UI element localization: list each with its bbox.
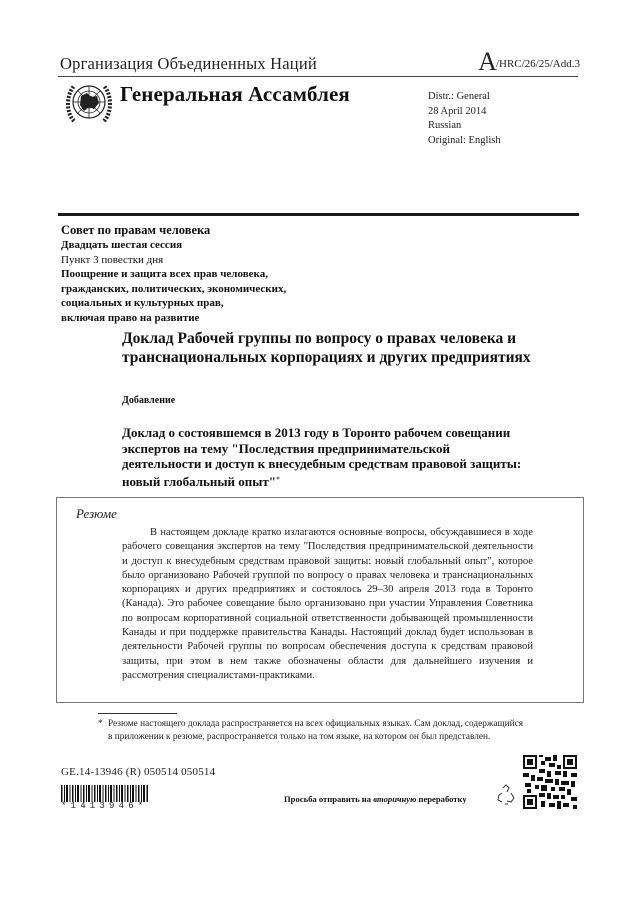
- symbol-rest: /HRC/26/25/Add.3: [495, 58, 580, 70]
- document-symbol: [478, 47, 580, 76]
- agenda-title-line: гражданских, политических, экономических,: [61, 282, 287, 295]
- report-title: Доклад Рабочей группы по вопросу о правах человека и транснациональных корпорациях и других предприятиях: [122, 330, 531, 366]
- section-rule: [58, 213, 579, 216]
- footnote: [98, 718, 528, 744]
- recycle-notice: Просьба отправить на вторичную переработку: [284, 794, 467, 804]
- recycle-icon: [496, 784, 516, 806]
- agenda-item: Пункт 3 повестки дня: [61, 253, 164, 266]
- summary-paragraph: В настоящем докладе кратко излагаются основные вопросы, обсуждавшиеся в ходе рабочего совещания экспертов на тему "Последствия предпринимательской деятельности и доступ к внесудебным средствам правовой защиты: новый глобальный опыт", которое было организовано Рабочей группой по вопросу о правах человека и транснациональных корпорациях и других предприятиях и состоялось 29–30 апреля 2013 года в Торонто (Канада). Это рабочее совещание было организовано при участии Управления Советника по вопросам корпоративной социальной ответственности добывающей промышленности Канады и при поддержке правительства Канады. Настоящий доклад будет использован в деятельности Рабочей группы по вопросам обеспечения доступа к средствам правовой защиты, при этом в нем также обозначены области для дальнейшего изучения и рассмотрения специалистами-практиками.: [122, 527, 533, 681]
- organization-name: Организация Объединенных Наций: [60, 54, 317, 73]
- barcode-number: *1413946*: [61, 801, 148, 811]
- footnote-asterisk: *: [98, 719, 103, 729]
- barcode-icon: [61, 785, 149, 802]
- footnote-rule: [98, 713, 177, 714]
- agenda-title-line: Поощрение и защита всех прав человека,: [61, 268, 268, 280]
- un-emblem-icon: [64, 81, 114, 125]
- summary-label: Резюме: [76, 506, 117, 521]
- summary-text: [122, 526, 533, 683]
- footnote-mark[interactable]: *: [276, 474, 281, 484]
- job-number: GE.14-13946 (R) 050514 050514: [61, 766, 216, 778]
- report-subtitle-text: Доклад о состоявшемся в 2013 году в Торонто рабочем совещании экспертов на тему "Последствия предпринимательской деятельности и доступ к внесудебным средствам правовой защиты: новый глобальный опыт": [122, 425, 522, 489]
- distribution-info: [428, 90, 501, 148]
- addendum-label: Добавление: [122, 395, 176, 406]
- distr-label: Distr.: General: [428, 91, 490, 102]
- header-rule: [58, 76, 578, 77]
- symbol-prefix: A: [478, 47, 496, 76]
- agenda-title-line: социальных и культурных прав,: [61, 297, 224, 309]
- document-date: 28 April 2014: [428, 105, 487, 117]
- footnote-text: Резюме настоящего доклада распространяется на всех официальных языках. Сам доклад, содержащийся в приложении к резюме, распространяется только на том языке, на котором он был представлен.: [108, 719, 523, 742]
- original-language: Original: English: [428, 134, 501, 146]
- assembly-name: Генеральная Ассамблея: [120, 82, 350, 106]
- council-name: Совет по правам человека: [61, 223, 211, 237]
- session-label: Двадцать шестая сессия: [61, 239, 183, 251]
- agenda-title-line: включая право на развитие: [61, 311, 200, 324]
- qr-code-icon: [523, 755, 577, 809]
- report-subtitle: [122, 425, 522, 489]
- council-block: [61, 222, 286, 325]
- document-language: Russian: [428, 120, 462, 131]
